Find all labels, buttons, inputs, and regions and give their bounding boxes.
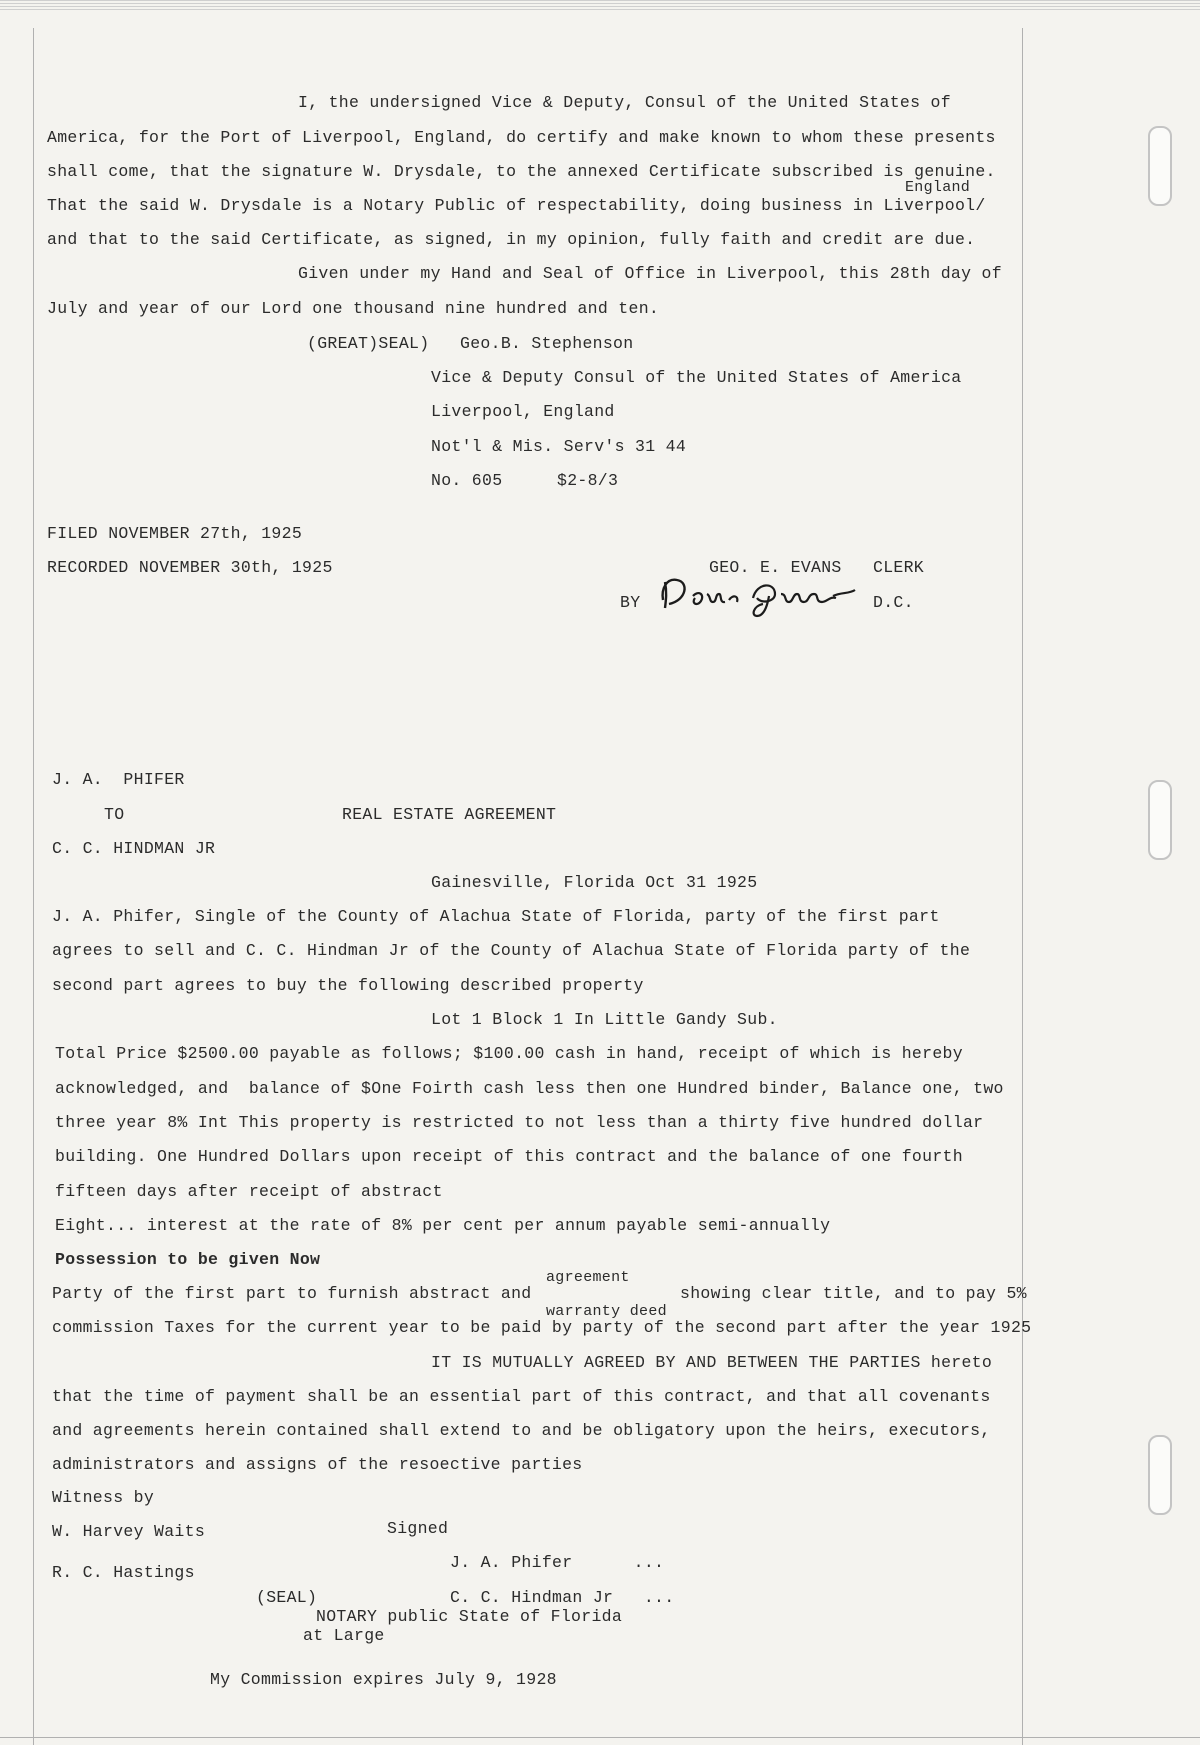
agreement-line: agrees to sell and C. C. Hindman Jr of the County of Alachua State of Florida party of the [52,941,971,960]
certificate-line: I, the undersigned Vice & Deputy, Consul of the United States of [298,93,951,112]
insert-warranty-deed: warranty deed [546,1303,667,1320]
certificate-line: shall come, that the signature W. Drysdale, to the annexed Certificate subscribed is genuine. [47,162,996,181]
fee-amount: $2-8/3 [557,471,619,490]
notary-line-2: at Large [303,1626,385,1645]
insert-england: England [905,179,971,196]
terms-line: Eight... interest at the rate of 8% per cent per annum payable semi-annually [55,1216,831,1235]
terms-line: three year 8% Int This property is restricted to not less than a thirty five hundred dollar [55,1113,984,1132]
notary-line: NOTARY public State of Florida [316,1607,623,1626]
binder-hole-top [1148,126,1172,206]
certificate-line: July and year of our Lord one thousand nine hundred and ten. [47,299,660,318]
witness-label: Witness by [52,1488,155,1507]
terms-line: Total Price $2500.00 payable as follows; $100.00 cash in hand, receipt of which is hereby [55,1044,963,1063]
mutual-heading: IT IS MUTUALLY AGREED BY AND BETWEEN THE PARTIES hereto [431,1353,993,1372]
signed-label: Signed [387,1519,449,1538]
certificate-line: America, for the Port of Liverpool, England, do certify and make known to whom these presents [47,128,996,147]
right-margin-line [1022,28,1023,1745]
signer-one: J. A. Phifer ... [450,1553,665,1572]
service-line: Not'l & Mis. Serv's 31 44 [431,437,687,456]
witness-one: W. Harvey Waits [52,1522,206,1541]
to-label: TO [104,805,125,824]
consul-location: Liverpool, England [431,402,615,421]
left-margin-line [33,28,34,1745]
clerk-name: GEO. E. EVANS [709,558,842,577]
property-description: Lot 1 Block 1 In Little Gandy Sub. [431,1010,778,1029]
place-date: Gainesville, Florida Oct 31 1925 [431,873,758,892]
terms-line: fifteen days after receipt of abstract [55,1182,443,1201]
binder-hole-middle [1148,780,1172,860]
agreement-line: J. A. Phifer, Single of the County of Alachua State of Florida, party of the first part [52,907,940,926]
clerk-title: CLERK [873,558,925,577]
top-border [0,0,1200,12]
recorded-date: RECORDED NOVEMBER 30th, 1925 [47,558,333,577]
document-type: REAL ESTATE AGREEMENT [342,805,557,824]
mutual-line: administrators and assigns of the resoective parties [52,1455,583,1474]
mutual-line: and agreements herein contained shall extend to and be obligatory upon the heirs, executors, [52,1421,991,1440]
certificate-line: That the said W. Drysdale is a Notary Public of respectability, doing business in Liverpool/ [47,196,986,215]
mutual-line: that the time of payment shall be an essential part of this contract, and that all covenants [52,1387,991,1406]
certificate-line: Given under my Hand and Seal of Office in Liverpool, this 28th day of [298,264,1002,283]
agreement-line: second part agrees to buy the following described property [52,976,644,995]
great-seal-line: (GREAT)SEAL) Geo.B. Stephenson [307,334,634,353]
terms-line: building. One Hundred Dollars upon receipt of this contract and the balance of one fourth [55,1147,963,1166]
witness-two: R. C. Hastings [52,1563,195,1582]
commission-expires: My Commission expires July 9, 1928 [210,1670,557,1689]
grantor-name: J. A. PHIFER [52,770,185,789]
consul-title: Vice & Deputy Consul of the United States of America [431,368,962,387]
possession-line: Possession to be given Now [55,1250,321,1269]
by-label: BY [620,593,641,612]
certificate-line: and that to the said Certificate, as signed, in my opinion, fully faith and credit are due. [47,230,976,249]
grantee-name: C. C. HINDMAN JR [52,839,216,858]
fee-number: No. 605 [431,471,503,490]
deputy-label: D.C. [873,593,914,612]
seal-label: (SEAL) [256,1588,318,1607]
commission-line: commission Taxes for the current year to be paid by party of the second part after the year 1925 [52,1318,1032,1337]
signer-two: C. C. Hindman Jr ... [450,1588,675,1607]
deputy-clerk-signature [655,570,860,620]
terms-line: acknowledged, and balance of $One Foirth cash less then one Hundred binder, Balance one, two [55,1079,1004,1098]
bottom-margin-line [0,1737,1200,1738]
insert-agreement: agreement [546,1269,630,1286]
abstract-line-end: showing clear title, and to pay 5% [680,1284,1027,1303]
abstract-line: Party of the first part to furnish abstract and [52,1284,532,1303]
filed-date: FILED NOVEMBER 27th, 1925 [47,524,303,543]
binder-hole-bottom [1148,1435,1172,1515]
